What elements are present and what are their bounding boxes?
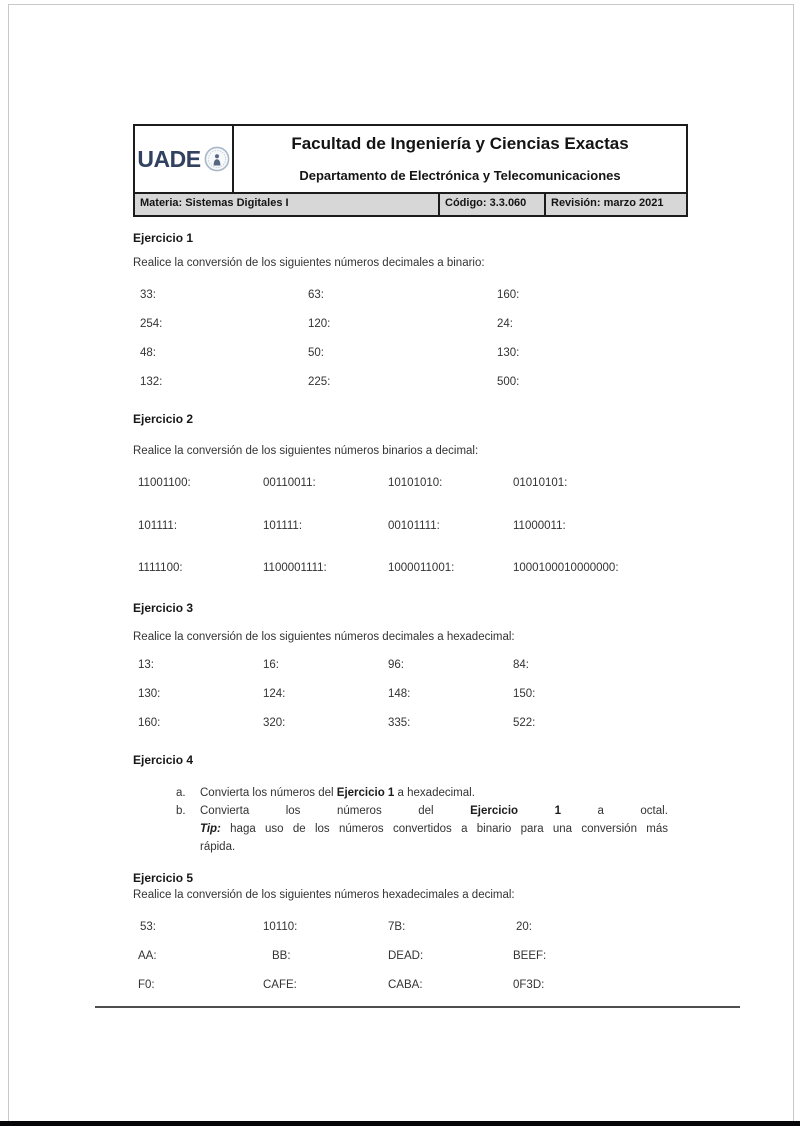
window-bottom-edge <box>0 1121 800 1126</box>
ex4-b-word-bold: Ejercicio <box>470 805 519 817</box>
ex4-item-a-text <box>200 786 475 800</box>
ex5-item: CAFE: <box>263 979 297 991</box>
page-footer-rule <box>95 1006 740 1008</box>
ex5-item: 10110: <box>263 921 298 933</box>
ex1-item: 130: <box>497 347 520 359</box>
ex4-tip-bold: Tip: <box>200 823 221 835</box>
codigo-cell: Código: 3.3.060 <box>438 194 544 215</box>
ex5-item: 53: <box>140 921 156 933</box>
ex3-item: 124: <box>263 688 286 700</box>
ex3-grid <box>138 658 688 745</box>
materia-cell: Materia: Sistemas Digitales I <box>140 197 289 209</box>
ex1-grid <box>140 288 688 404</box>
ex2-item: 00101111: <box>388 519 440 532</box>
ex5-item: F0: <box>138 979 155 991</box>
ex5-item: CABA: <box>388 979 423 991</box>
ex1-item: 50: <box>308 347 324 359</box>
ex4-b-word: Convierta <box>200 805 250 817</box>
ex5-item: 7B: <box>388 921 406 933</box>
ex2-item: 00110011: <box>263 477 316 489</box>
department-subtitle: Departamento de Electrónica y Telecomunicaciones <box>299 168 621 183</box>
ex2-intro: Realice la conversión de los siguientes números binarios a decimal: <box>133 445 479 457</box>
ex5-item: 20: <box>516 921 532 933</box>
ex3-item: 160: <box>138 717 161 729</box>
list-label-b: b. <box>176 805 186 817</box>
document-header-table <box>133 124 688 217</box>
ex5-intro: Realice la conversión de los siguientes números hexadecimales a decimal: <box>133 889 515 901</box>
ex3-item: 320: <box>263 717 286 729</box>
ex3-item: 96: <box>388 659 404 671</box>
ex1-item: 132: <box>140 376 163 388</box>
ex1-item: 120: <box>308 318 331 330</box>
ex3-item: 150: <box>513 688 536 700</box>
ex5-grid <box>138 920 688 1007</box>
ex3-title: Ejercicio 3 <box>133 601 194 615</box>
header-top-row <box>135 126 686 192</box>
ex4-b-word: números <box>336 805 382 817</box>
ex2-item: 1111100: <box>138 562 183 574</box>
ex3-intro: Realice la conversión de los siguientes números decimales a hexadecimal: <box>133 631 515 643</box>
uade-logo: UADE <box>137 145 201 172</box>
ex2-item: 1100001111: <box>263 562 327 574</box>
ex3-item: 148: <box>388 688 411 700</box>
ex4-a-pre: Convierta los números del <box>200 787 337 799</box>
ex1-item: 33: <box>140 289 156 301</box>
ex3-item: 335: <box>388 717 411 729</box>
ex1-item: 160: <box>497 289 520 301</box>
ex5-item: BB: <box>272 950 291 962</box>
ex4-a-bold: Ejercicio 1 <box>336 787 395 799</box>
ex1-item: 225: <box>308 376 331 388</box>
ex5-item: DEAD: <box>388 950 424 962</box>
ex3-item: 13: <box>138 659 154 671</box>
ex2-item: 11001100: <box>138 477 191 489</box>
ex4-item-b-line1 <box>200 804 668 818</box>
ex5-item: 0F3D: <box>513 979 545 991</box>
ex2-title: Ejercicio 2 <box>133 412 194 426</box>
ex1-item: 24: <box>497 318 513 330</box>
ex5-item: BEEF: <box>513 950 547 962</box>
ex4-b-word-bold: 1 <box>554 805 561 817</box>
ex2-item: 101111: <box>263 519 303 532</box>
ex1-item: 500: <box>497 376 520 388</box>
ex4-tip-rest: haga uso de los números convertidos a binario para una conversión más <box>220 823 668 835</box>
uade-crest-icon <box>204 146 230 172</box>
list-label-a: a. <box>176 787 186 799</box>
ex2-item: 1000100010000000: <box>513 562 619 574</box>
ex4-b-word: los <box>285 805 301 817</box>
header-meta-row <box>135 192 686 215</box>
ex2-item: 01010101: <box>513 477 568 489</box>
title-cell <box>234 126 686 192</box>
ex4-title: Ejercicio 4 <box>133 753 194 767</box>
ex4-b-word: a <box>597 805 604 817</box>
ex2-item: 11000011: <box>513 519 566 532</box>
ex1-title: Ejercicio 1 <box>133 231 194 245</box>
ex5-title: Ejercicio 5 <box>133 871 194 885</box>
ex3-item: 16: <box>263 659 279 671</box>
ex2-item: 10101010: <box>388 477 443 489</box>
ex3-item: 130: <box>138 688 161 700</box>
ex4-b-word: del <box>418 805 434 817</box>
ex4-tip-line <box>200 822 668 836</box>
ex2-item: 101111: <box>138 519 178 532</box>
ex4-b-word: octal. <box>640 805 668 817</box>
ex3-item: 522: <box>513 717 536 729</box>
ex3-item: 84: <box>513 659 529 671</box>
ex4-a-post: a hexadecimal. <box>394 787 475 799</box>
logo-cell <box>135 126 234 192</box>
ex4-item-b <box>176 804 668 818</box>
ex1-item: 254: <box>140 318 163 330</box>
ex1-item: 63: <box>308 289 324 301</box>
ex2-item: 1000011001: <box>388 562 455 574</box>
revision-cell: Revisión: marzo 2021 <box>544 194 686 215</box>
ex4-item-a <box>176 786 668 800</box>
ex1-intro: Realice la conversión de los siguientes números decimales a binario: <box>133 257 485 269</box>
ex5-item: AA: <box>138 950 157 962</box>
ex2-grid <box>138 476 688 604</box>
faculty-title: Facultad de Ingeniería y Ciencias Exactas <box>291 134 629 153</box>
ex1-item: 48: <box>140 347 156 359</box>
ex4-tip-line2: rápida. <box>200 841 236 853</box>
